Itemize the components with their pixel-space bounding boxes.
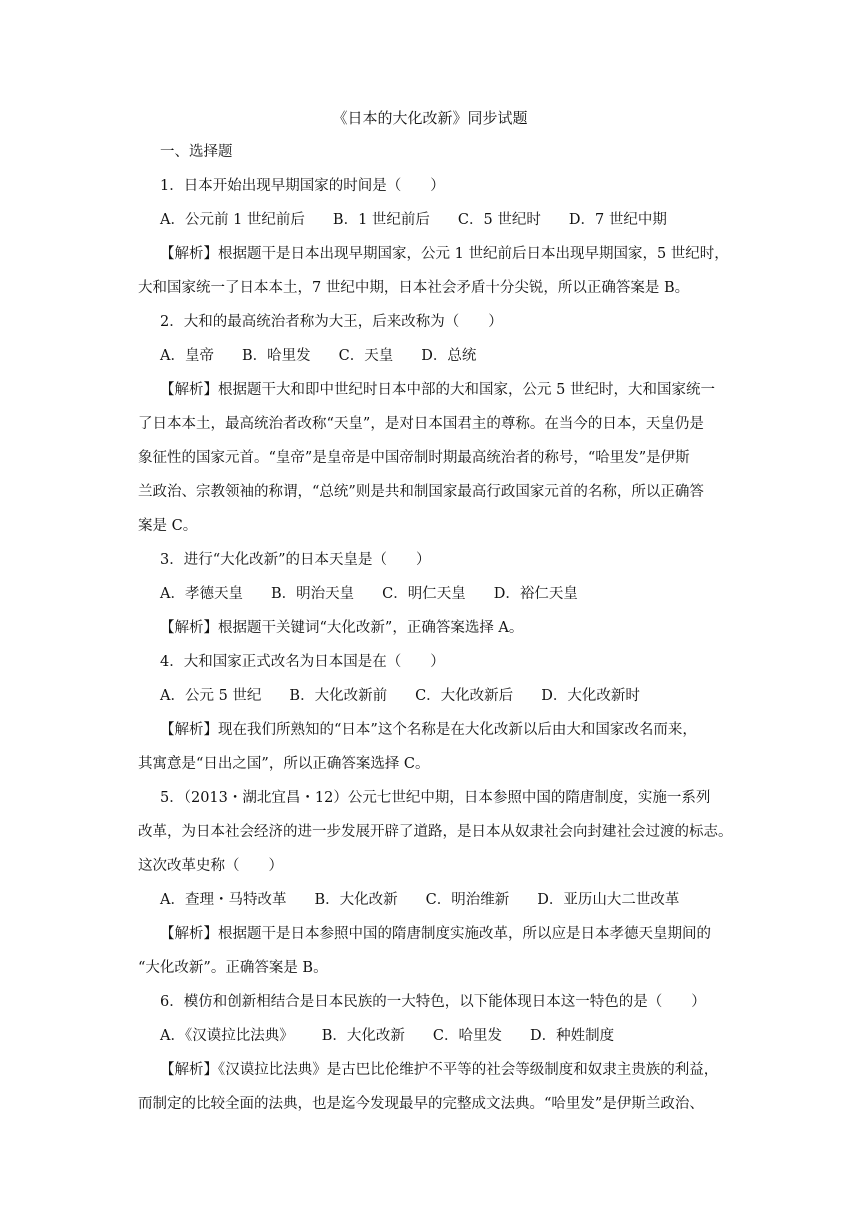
q2-stem: 2．大和的最高统治者称为大王，后来改称为（ ） <box>160 314 503 330</box>
q3-stem: 3．进行“大化改新”的日本天皇是（ ） <box>160 552 431 568</box>
q3-option-d: D．裕仁天皇 <box>493 586 578 602</box>
q4-option-b: B．大化改新前 <box>289 688 388 704</box>
q2-option-c: C．天皇 <box>338 348 394 364</box>
q3-option-a: A．孝德天皇 <box>160 586 243 602</box>
q5-analysis-line: 【解析】根据题干是日本参照中国的隋唐制度实施改革，所以应是日本孝德天皇期间的 <box>160 926 711 942</box>
q2-options <box>160 346 728 366</box>
q3-options <box>160 584 728 604</box>
q4-analysis-line: 其寓意是“日出之国”，所以正确答案选择 C。 <box>138 756 430 772</box>
document-title: 《日本的大化改新》同步试题 <box>332 109 528 127</box>
q6-analysis-line: 而制定的比较全面的法典，也是迄今发现最早的完整成文法典。“哈里发”是伊斯兰政治、 <box>138 1096 704 1112</box>
q6-option-d: D．种姓制度 <box>530 1028 615 1044</box>
q5-option-d: D．亚历山大二世改革 <box>537 892 680 908</box>
q3-analysis-line: 【解析】根据题干关键词“大化改新”，正确答案选择 A。 <box>160 620 524 636</box>
q1-stem: 1．日本开始出现早期国家的时间是（ ） <box>160 178 445 194</box>
q2-option-b: B．哈里发 <box>241 348 311 364</box>
q5-option-c: C．明治维新 <box>425 892 510 908</box>
q6-analysis-line: 【解析】《汉谟拉比法典》是古巴比伦维护不平等的社会等级制度和奴隶主贵族的利益， <box>160 1062 719 1078</box>
q5-analysis-line: “大化改新”。正确答案是 B。 <box>138 960 328 976</box>
q1-analysis-line: 大和国家统一了日本本土，7 世纪中期，日本社会矛盾十分尖锐，所以正确答案是 B。 <box>138 280 690 296</box>
q2-analysis-line: 象征性的国家元首。“皇帝”是皇帝是中国帝制时期最高统治者的称号，“哈里发”是伊斯 <box>138 450 690 466</box>
q1-options <box>160 210 728 230</box>
q2-option-a: A．皇帝 <box>160 348 214 364</box>
q5-stem-line: 这次改革史称（ ） <box>138 858 283 874</box>
q1-option-d: D．7 世纪中期 <box>568 212 667 228</box>
q4-option-a: A．公元 5 世纪 <box>160 688 262 704</box>
q1-option-b: B．1 世纪前后 <box>332 212 430 228</box>
q6-stem: 6．模仿和创新相结合是日本民族的一大特色，以下能体现日本这一特色的是（ ） <box>160 994 706 1010</box>
q5-stem-line: 5．（2013・湖北宜昌・12）公元七世纪中期，日本参照中国的隋唐制度，实施一系列 <box>160 790 711 806</box>
q5-option-a: A．查理・马特改革 <box>160 892 287 908</box>
q4-stem: 4．大和国家正式改名为日本国是在（ ） <box>160 654 445 670</box>
section-heading: 一、选择题 <box>160 144 233 160</box>
q3-option-c: C．明仁天皇 <box>382 586 466 602</box>
q2-option-d: D．总统 <box>421 348 477 364</box>
q2-analysis-line: 案是 C。 <box>138 518 198 534</box>
q6-option-b: B．大化改新 <box>321 1028 405 1044</box>
q6-option-c: C．哈里发 <box>432 1028 502 1044</box>
q4-options <box>160 686 728 706</box>
q3-option-b: B．明治天皇 <box>270 586 355 602</box>
q1-option-a: A．公元前 1 世纪前后 <box>160 212 305 228</box>
q2-analysis-line: 【解析】根据题干大和即中世纪时日本中部的大和国家，公元 5 世纪时，大和国家统一 <box>160 382 715 398</box>
q1-option-c: C．5 世纪时 <box>457 212 541 228</box>
q5-stem-line: 改革，为日本社会经济的进一步发展开辟了道路，是日本从奴隶社会向封建社会过渡的标志。 <box>138 824 733 840</box>
q2-analysis-line: 了日本本土，最高统治者改称“天皇”，是对日本国君主的尊称。在当今的日本，天皇仍是 <box>138 416 704 432</box>
q2-analysis-line: 兰政治、宗教领袖的称谓，“总统”则是共和制国家最高行政国家元首的名称，所以正确答 <box>138 484 704 500</box>
q6-option-a: A．《汉谟拉比法典》 <box>160 1028 294 1044</box>
q5-option-b: B．大化改新 <box>314 892 398 908</box>
q1-analysis-line: 【解析】根据题干是日本出现早期国家，公元 1 世纪前后日本出现早期国家，5 世纪时， <box>160 246 729 262</box>
q5-options <box>160 890 728 910</box>
q6-options <box>160 1026 728 1046</box>
q4-option-d: D．大化改新时 <box>541 688 640 704</box>
q4-option-c: C．大化改新后 <box>415 688 514 704</box>
q4-analysis-line: 【解析】现在我们所熟知的“日本”这个名称是在大化改新以后由大和国家改名而来， <box>160 722 697 738</box>
